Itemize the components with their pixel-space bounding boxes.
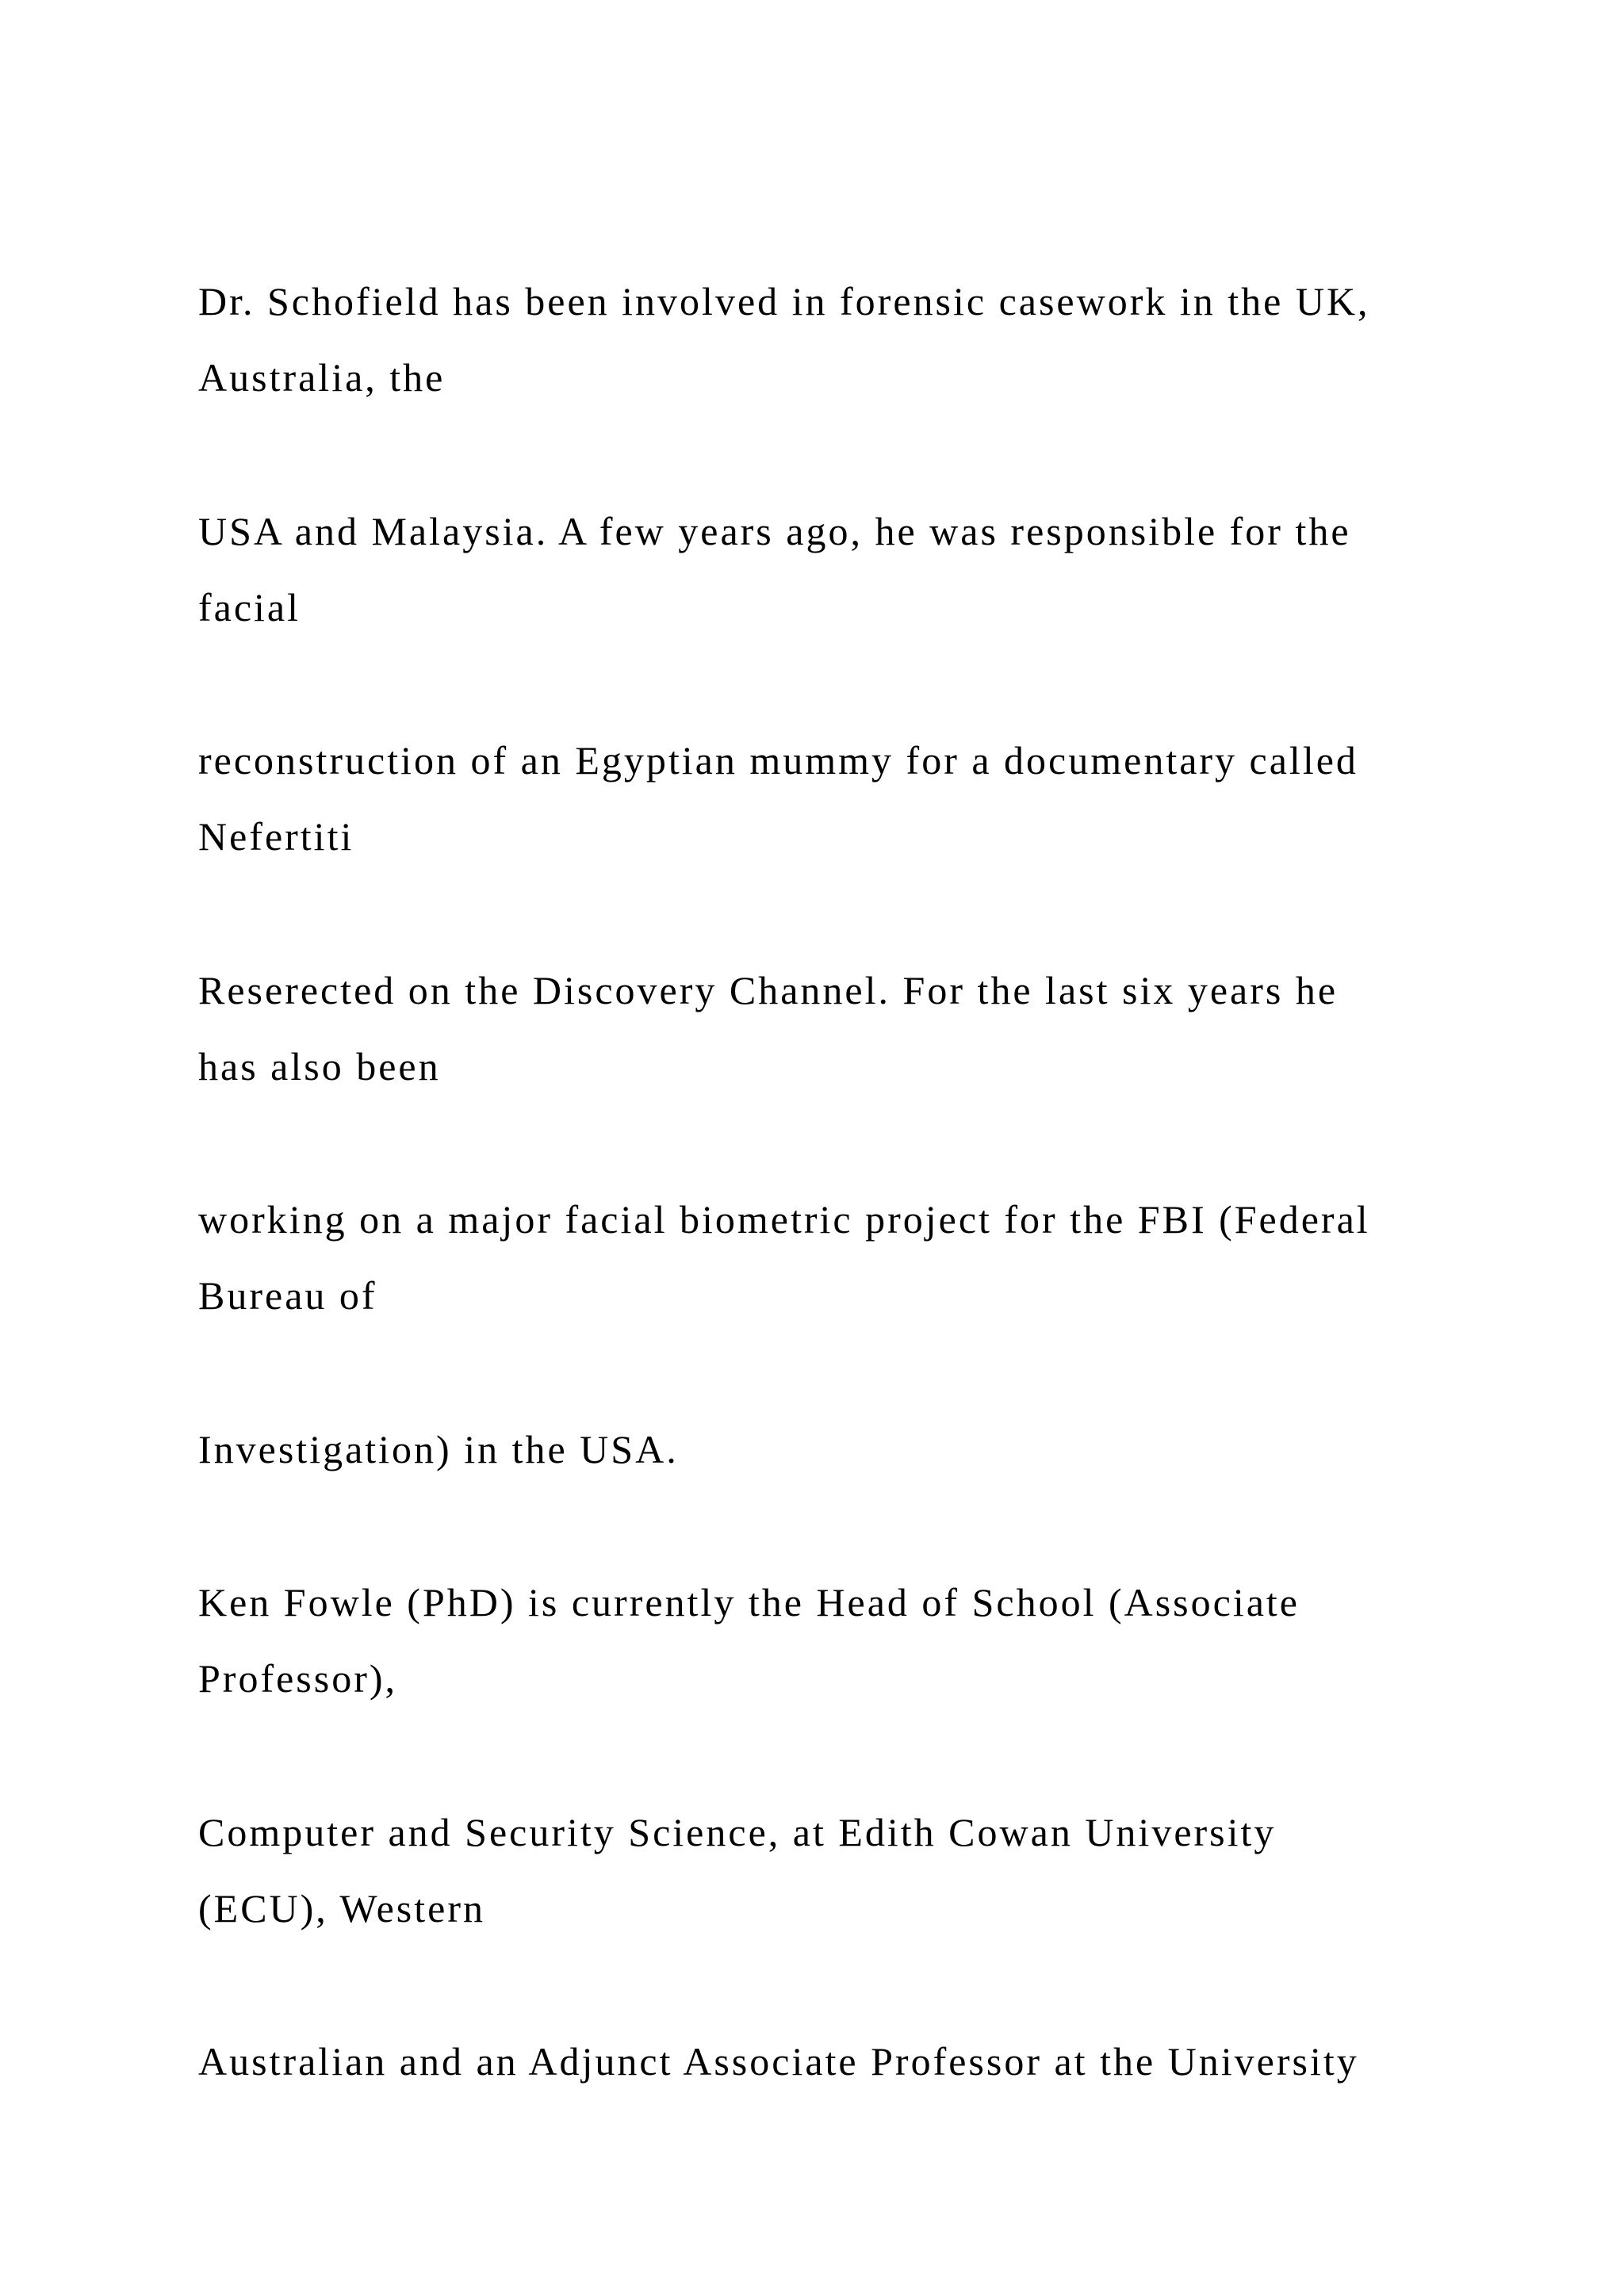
text-line: Professor), <box>198 1656 398 1701</box>
paragraph-6 <box>198 1411 1467 1487</box>
text-line: Dr. Schofield has been involved in forensic casework in the UK, <box>198 279 1370 323</box>
paragraph-3 <box>198 722 1467 874</box>
text-line: (ECU), Western <box>198 1886 485 1931</box>
paragraph-4 <box>198 952 1467 1104</box>
paragraph-1 <box>198 263 1467 415</box>
paragraph-5 <box>198 1181 1467 1334</box>
text-line: Computer and Security Science, at Edith Cowan University <box>198 1810 1277 1854</box>
text-line: facial <box>198 585 301 629</box>
paragraph-9 <box>198 2023 1467 2099</box>
text-line: working on a major facial biometric project for the FBI (Federal <box>198 1197 1370 1242</box>
paragraph-2 <box>198 493 1467 645</box>
paragraph-8 <box>198 1794 1467 1946</box>
text-line: Bureau of <box>198 1273 377 1318</box>
text-line: Australian and an Adjunct Associate Professor at the University <box>198 2039 1359 2084</box>
text-line: Australia, the <box>198 355 446 400</box>
text-line: Ken Fowle (PhD) is currently the Head of School (Associate <box>198 1580 1300 1624</box>
text-line: USA and Malaysia. A few years ago, he was responsible for the <box>198 509 1351 553</box>
text-line: Nefertiti <box>198 814 354 859</box>
text-line: reconstruction of an Egyptian mummy for a documentary called <box>198 738 1358 783</box>
text-line: has also been <box>198 1044 441 1089</box>
text-line: Reserected on the Discovery Channel. For the last six years he <box>198 968 1339 1012</box>
text-line: Investigation) in the USA. <box>198 1427 679 1471</box>
paragraph-7 <box>198 1564 1467 1716</box>
